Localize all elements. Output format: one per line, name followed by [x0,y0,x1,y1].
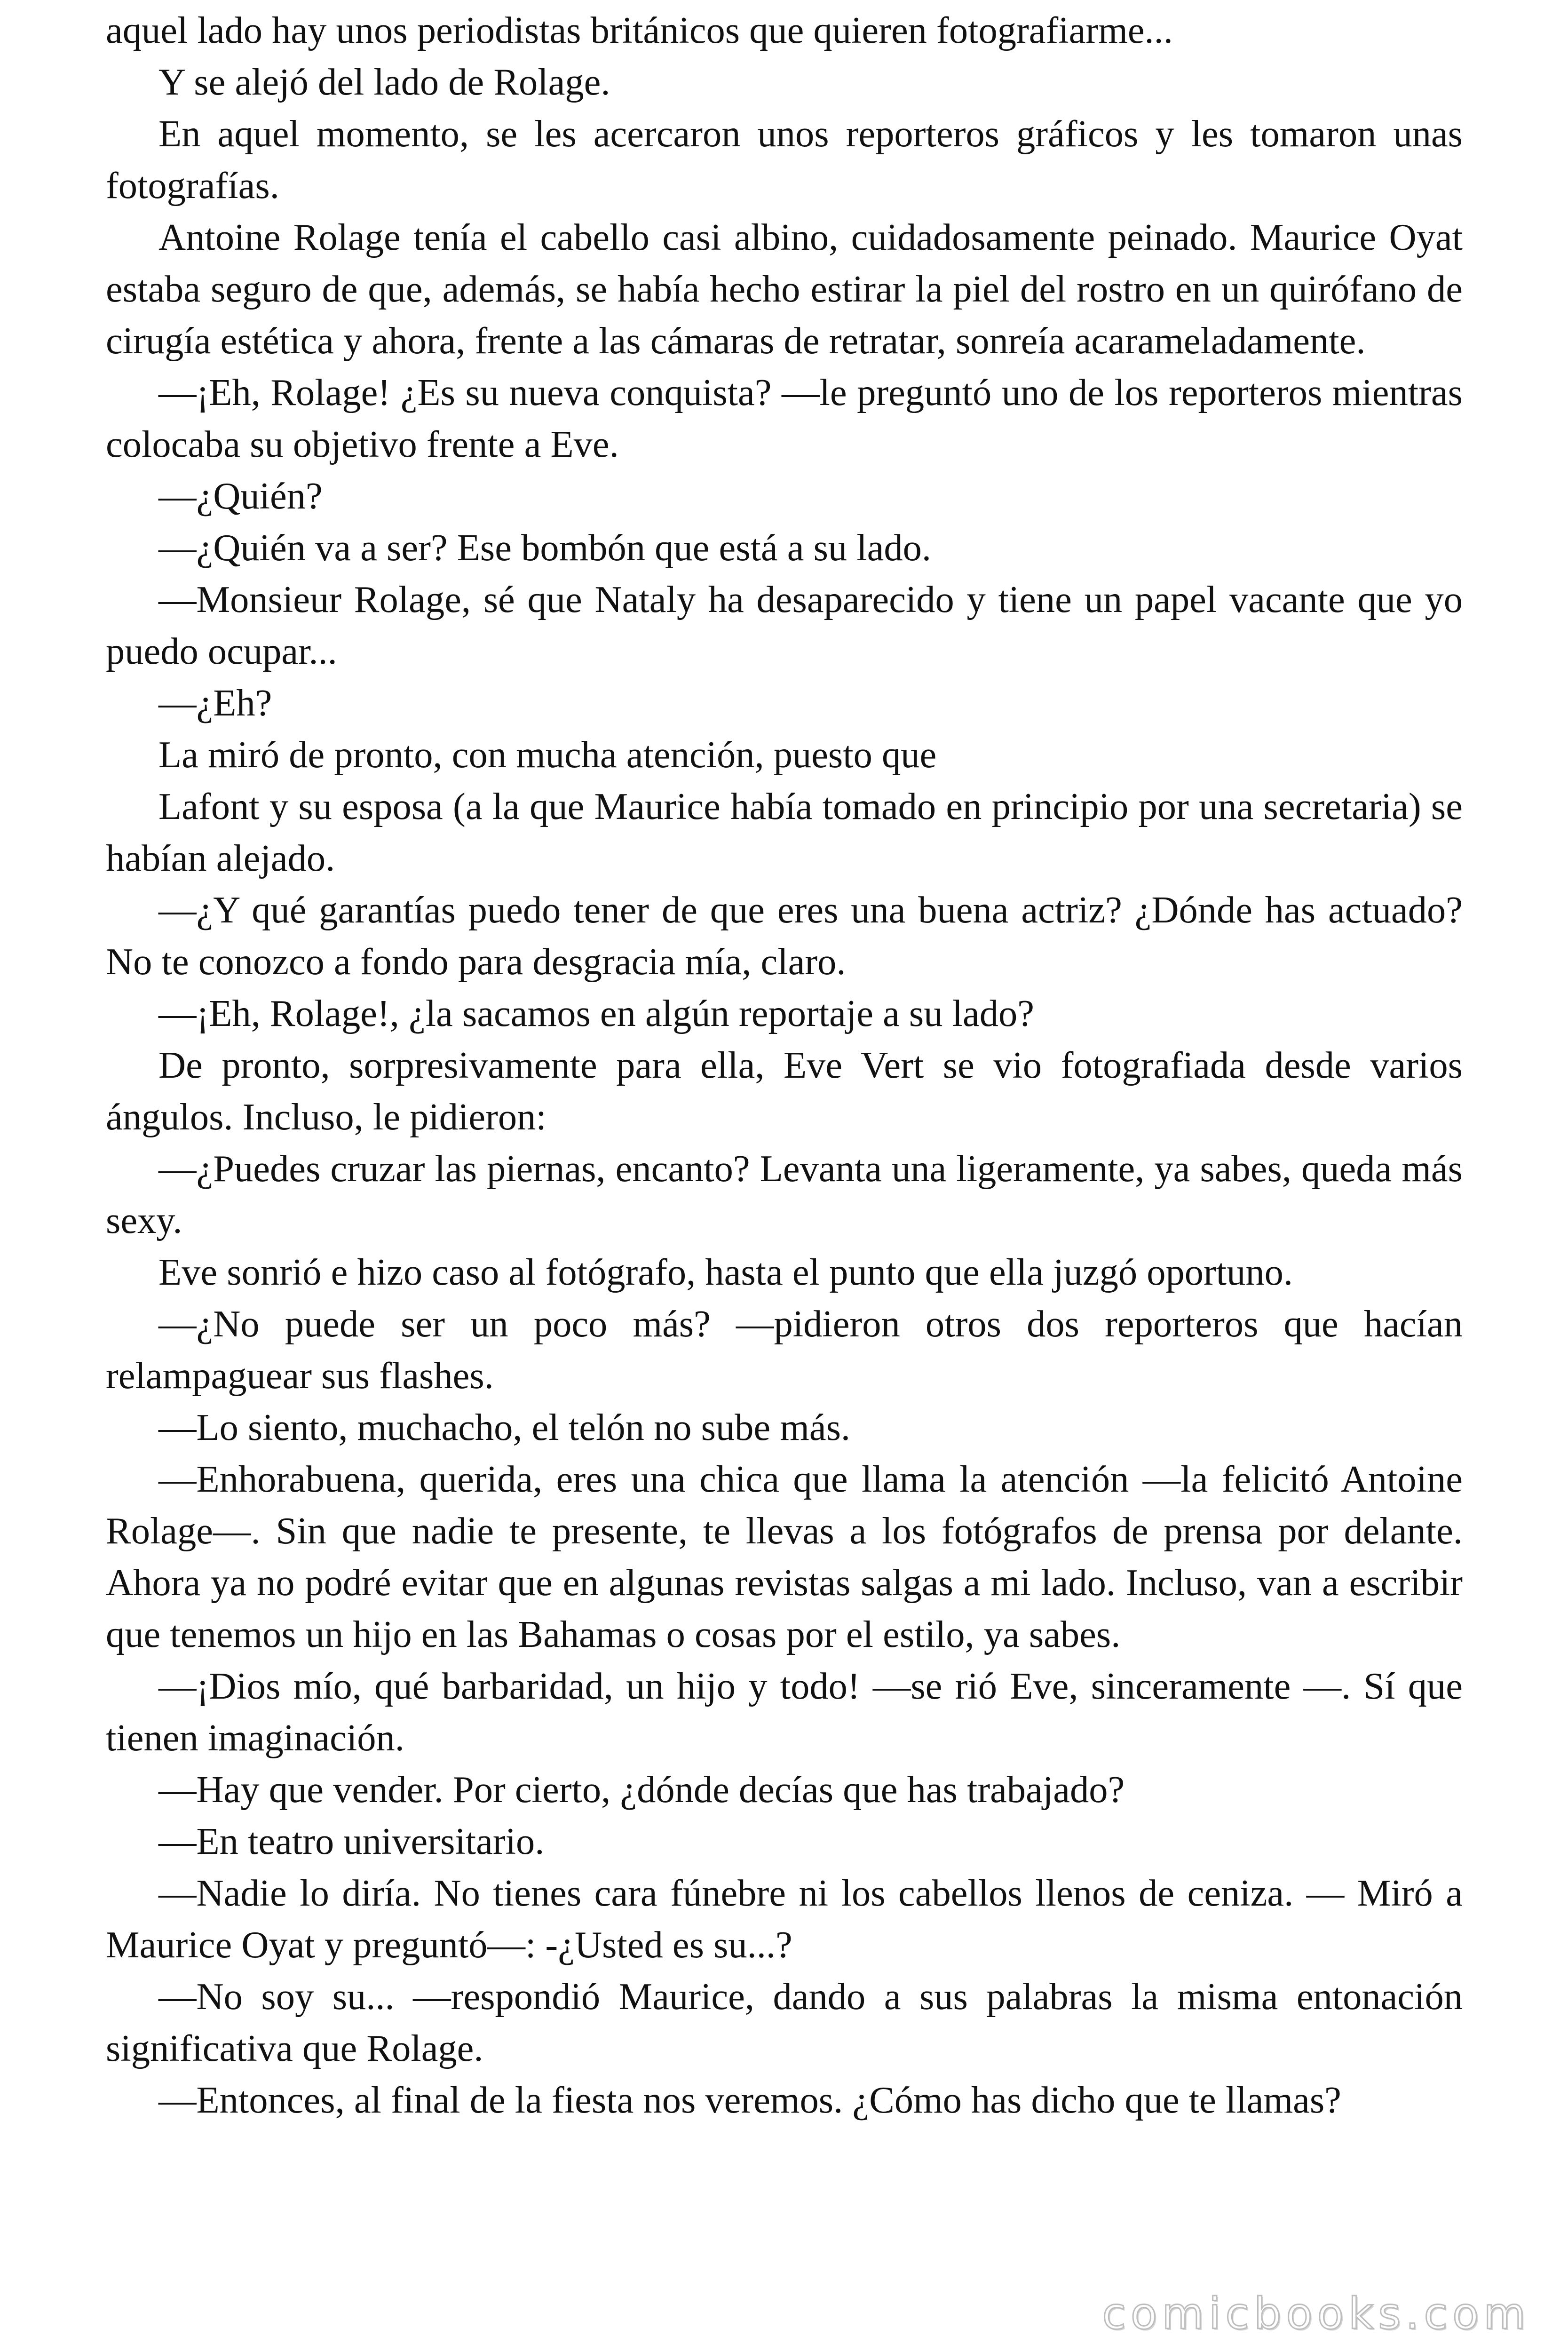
paragraph: —¿Y qué garantías puedo tener de que eres una buena actriz? ¿Dónde has actuado? No te conozco a fondo para desgracia mía, claro. [106,889,1463,983]
paragraph: —¿Eh? [158,682,272,724]
paragraph: Antoine Rolage tenía el cabello casi albino, cuidadosamente peinado. Maurice Oyat estaba seguro de que, además, se había hecho estirar la piel del rostro en un quirófano de cirugía estética y ahora, frente a las cámaras de retratar, sonreía acarameladamente. [106,216,1463,362]
paragraph: —Lo siento, muchacho, el telón no sube más. [158,1406,851,1448]
paragraph: La miró de pronto, con mucha atención, puesto que [158,734,937,776]
paragraph: Lafont y su esposa (a la que Maurice había tomado en principio por una secretaria) se habían alejado. [106,786,1463,879]
paragraph: —Entonces, al final de la fiesta nos veremos. ¿Cómo has dicho que te llamas? [158,2079,1341,2121]
paragraph: Eve sonrió e hizo caso al fotógrafo, hasta el punto que ella juzgó oportuno. [158,1251,1293,1293]
paragraph: —Hay que vender. Por cierto, ¿dónde decías que has trabajado? [158,1769,1125,1811]
paragraph: —¿Quién va a ser? Ese bombón que está a su lado. [158,527,932,569]
paragraph: De pronto, sorpresivamente para ella, Eve Vert se vio fotografiada desde varios ángulos. Incluso, le pidieron: [106,1044,1463,1138]
paragraph: —Nadie lo diría. No tienes cara fúnebre ni los cabellos llenos de ceniza. — Miró a Maurice Oyat y preguntó—: -¿Usted es su...? [106,1872,1463,1966]
watermark: comicbooks.com [1102,2288,1530,2339]
paragraph: —Enhorabuena, querida, eres una chica que llama la atención —la felicitó Antoine Rolage—. Sin que nadie te presente, te llevas a los fotógrafos de prensa por delante. Ahora ya no podré evitar que en algunas revistas salgas a mi lado. Incluso, van a escribir que tenemos un hijo en las Bahamas o cosas por el estilo, ya sabes. [106,1458,1463,1655]
paragraph: aquel lado hay unos periodistas británicos que quieren fotografiarme... [106,9,1173,51]
paragraph: —¡Eh, Rolage!, ¿la sacamos en algún reportaje a su lado? [158,993,1034,1034]
paragraph: —¿Quién? [158,475,323,517]
paragraph: —¿Puedes cruzar las piernas, encanto? Levanta una ligeramente, ya sabes, queda más sexy. [106,1148,1463,1241]
page-text [106,5,1463,2126]
paragraph: Y se alejó del lado de Rolage. [158,61,610,103]
paragraph: —No soy su... —respondió Maurice, dando a sus palabras la misma entonación significativa que Rolage. [106,1976,1463,2069]
paragraph: —¿No puede ser un poco más? —pidieron otros dos reporteros que hacían relampaguear sus flashes. [106,1303,1463,1397]
paragraph: —¡Dios mío, qué barbaridad, un hijo y todo! —se rió Eve, sinceramente —. Sí que tienen imaginación. [106,1665,1463,1759]
paragraph: —¡Eh, Rolage! ¿Es su nueva conquista? —le preguntó uno de los reporteros mientras colocaba su objetivo frente a Eve. [106,372,1463,465]
paragraph: —En teatro universitario. [158,1820,545,1862]
paragraph: En aquel momento, se les acercaron unos reporteros gráficos y les tomaron unas fotografías. [106,113,1463,207]
paragraph: —Monsieur Rolage, sé que Nataly ha desaparecido y tiene un papel vacante que yo puedo ocupar... [106,579,1463,672]
